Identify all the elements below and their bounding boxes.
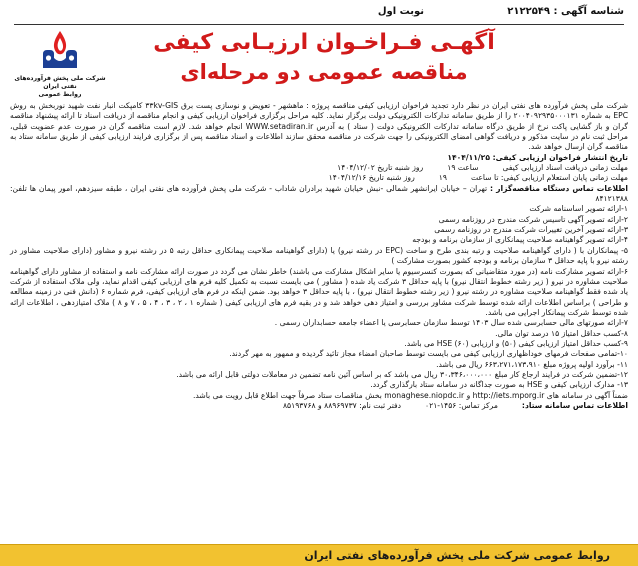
contact-title: اطلاعات تماس دستگاه مناقصه‌گزار : xyxy=(489,183,628,193)
logo-caption-pr: روابط عمومی xyxy=(38,91,82,98)
requirement-item: ۱۰-تمامی صفحات فرمهای خوداظهاری ارزیابی کیفی می بایست توسط صاحبان امضاء مجاز تائید گردیده و ممهور به مهر گردند. xyxy=(229,349,628,359)
setad-contact xyxy=(10,401,628,411)
closing-note: ضمناً آگهی در سامانه های http://iets.mporg.ir و monaghese.niopdc.ir بخش مناقصات ستاد صرفاً جهت اطلاع قابل رویت می باشد. xyxy=(192,390,628,400)
setad-call-center: مرکز تماس: ۱۴۵۶-۰۲۱ xyxy=(425,400,498,410)
requirement-item: ۸-کسب حداقل امتیاز ۱۵ درصد توان مالی. xyxy=(495,328,628,338)
requirement-item: ۹-کسب حداقل امتیاز ارزیابی کیفی (۵۰) و ارزیابی HSE (۶۰) می باشد. xyxy=(404,338,628,348)
deadline-time: ۱۹ xyxy=(438,173,447,183)
requirement-item: ۶-ارائه تصویر مشارکت نامه (در مورد متقاضیانی که بصورت کنسرسیوم یا سایر اشکال مشارکت می باشند) خاطر نشان می گردد در صورت ارائه مشارکت نامه و استفاده از مشاور دارای گواهینامه صلاحیت مشاوره در نیرو ( زیر رشته خطوط انتقال نیرو) با پایه حداقل ۳ شرکت یاد شده ( مشاور ) می بایست نسبت به تکمیل کلیه فرم های ارزیابی کیفی اقدام نماید، ولی ملاک استفاده از شرکت یاد شده فقط گواهینامه صلاحیت مشاوره در رشته نیرو ( زیر رشته خطوط انتقال نیرو) ، با پایه حداقل ۳ خواهد بود. ضمن اینکه در فرم های ارزیابی کیفی، فرم شماره ۶ (دانش فنی در زمینه مطالعه و طراحی ) براساس اطلاعات ارائه شده توسط شرکت مشاور بررسی و امتیاز دهی خواهد شد و در بقیه فرم های ارزیابی کیفی ( شماره ۱ ، ۲ ، ۳ ، ۴ ، ۵ ، ۷ و ۸ ) ملاک امتیازدهی ، اطلاعات ارائه شده توسط شرکت پیمانکار اجرایی می باشد. xyxy=(10,266,629,317)
deadline-time: ساعت ۱۹ xyxy=(447,163,479,173)
requirement-item: ۱۱- برآورد اولیه پروژه مبلغ ۶۶۳،۲۷۱،۱۷۳،۹۱۰ ریال می باشد. xyxy=(436,359,628,369)
headline-subtitle: مناقصه عمومی دو مرحله‌ای xyxy=(180,60,468,84)
requirement-item: ۴-ارائه تصویر گواهینامه صلاحیت پیمانکاری از سازمان برنامه و بودجه xyxy=(412,235,628,245)
deadline-row xyxy=(10,173,628,183)
deadline-label: مهلت زمانی دریافت اسناد ارزیابی کیفی xyxy=(502,163,628,173)
notice-headline xyxy=(130,28,518,86)
publish-date: تاریخ انتشار فراخوان ارزیابی کیفی: ۱۴۰۴/۱۱/۲۵ xyxy=(447,152,628,162)
requirement-item: ۱۳- مدارک ارزیابی کیفی و HSE به صورت جداگانه در سامانه ستاد بارگذاری گردد. xyxy=(370,380,628,390)
deadline-date: روز شنبه تاریخ ۱۴۰۴/۱۲/۱۶ xyxy=(328,173,415,183)
notice-body xyxy=(10,101,628,411)
requirement-item: ۲-ارائه تصویر آگهی تاسیس شرکت مندرج در روزنامه رسمی xyxy=(438,214,628,224)
notice-id: شناسه آگهی : ۲۱۲۲۵۴۹ xyxy=(507,6,624,17)
niopdc-logo xyxy=(8,28,112,100)
intro-paragraph: شرکت ملی پخش فرآورده های نفتی ایران در نظر دارد تجدید فراخوان ارزیابی کیفی مناقصه پروژه : ماهشهر - تعویض و نوسازی پست برق ۳۳kv-GIS کامپکت انبار نفت شهید نوربخش به روش EPC به شماره ۲۰۰۴۰۹۲۹۳۵۰۰۰۱۳۱ را از طریق سامانه تدارکات الکترونیکی دولت برگزار نماید. کلیه مراحل برگزاری فراخوان ارزیابی کیفی و انجام مناقصه از دریافت اسناد تا ارائه پیشنهاد مناقصه گران و باز گشایی پاکت نرخ از طریق درگاه سامانه تدارکات الکترونیکی دولت ( ستاد ) به آدرس WWW.setadiran.ir انجام خواهد شد. لازم است مناقصه گران در صورت عدم عضویت قبلی، مراحل ثبت نام در سایت مذکور و دریافت گواهی امضای الکترونیکی را جهت شرکت در مناقصه محقق سازند اطلاعات و اسناد مناقصه پس از برگزاری فرایند ارزیابی کیفی از طریق سامانه ستاد به مناقصه گران ارسال خواهد شد. xyxy=(10,101,629,152)
deadline-label: مهلت زمانی پایان استعلام ارزیابی کیفی: تا ساعت xyxy=(470,173,628,183)
requirement-item: ۳-ارائه تصویر آخرین تغییرات شرکت مندرج در روزنامه رسمی xyxy=(434,225,628,235)
meta-divider xyxy=(14,24,624,25)
niopdc-emblem-icon xyxy=(37,28,83,74)
headline-title: آگهـی فـراخـوان ارزیـابی کیفی xyxy=(153,30,495,55)
requirement-item: ۷-ارائه صورتهای مالی حسابرسی شده سال ۱۴۰۳ توسط سازمان حسابرسی یا اعضاء جامعه حسابداران رسمی . xyxy=(274,318,628,328)
requirement-item: ۱۲-تضمین شرکت در فرایند ارجاع کار مبلغ ۳۰،۳۴۶،۰۰۰،۰۰۰ ریال می باشد که بر اساس آئین نامه تضمین در معاملات دولتی قابل ارائه می باشد. xyxy=(176,369,628,379)
deadline-row xyxy=(10,163,628,173)
requirement-item: ۵- پیمانکاران با ( دارای گواهینامه صلاحیت و رتبه بندی طرح و ساخت (EPC در رشته نیرو) یا (دارای گواهینامه صلاحیت پیمانکاری حداقل رتبه ۵ در رشته نیرو و مشاور (دارای صلاحیت مشاور در رشته نیرو با پایه حداقل ۳ سازمان برنامه و بودجه کشور بصورت مشارکت ) xyxy=(10,245,628,266)
setad-contact-label: اطلاعات تماس سامانه ستاد: xyxy=(521,400,628,410)
notice-turn: نوبت اول xyxy=(377,6,424,17)
contact-text: تهران – خیابان ایرانشهر شمالی -نبش خیابان شهید برادران شاداب - شرکت ملی پخش فرآورده های نفتی ایران ، طبقه سیزدهم، امور پیمان ها تلفن: ۸۴۱۲۱۳۸۸ xyxy=(10,183,628,204)
notice-meta xyxy=(14,6,624,22)
logo-caption-company: شرکت ملی پخش فرآورده‌های نفتی ایران xyxy=(14,75,106,90)
deadline-date: روز شنبه تاریخ ۱۴۰۴/۱۲/۰۲ xyxy=(337,163,424,173)
setad-registration-office: دفتر ثبت نام: ۸۸۹۶۹۷۳۷ و ۸۵۱۹۳۷۶۸ xyxy=(282,400,402,410)
footer-banner-text: روابط عمومی شرکت ملی پخش فرآورده‌های نفتی ایران xyxy=(304,549,610,562)
requirement-item: ۱-ارائه تصویر اساسنامه شرکت xyxy=(529,204,628,214)
contact-info xyxy=(10,184,628,205)
footer-banner xyxy=(0,544,638,566)
